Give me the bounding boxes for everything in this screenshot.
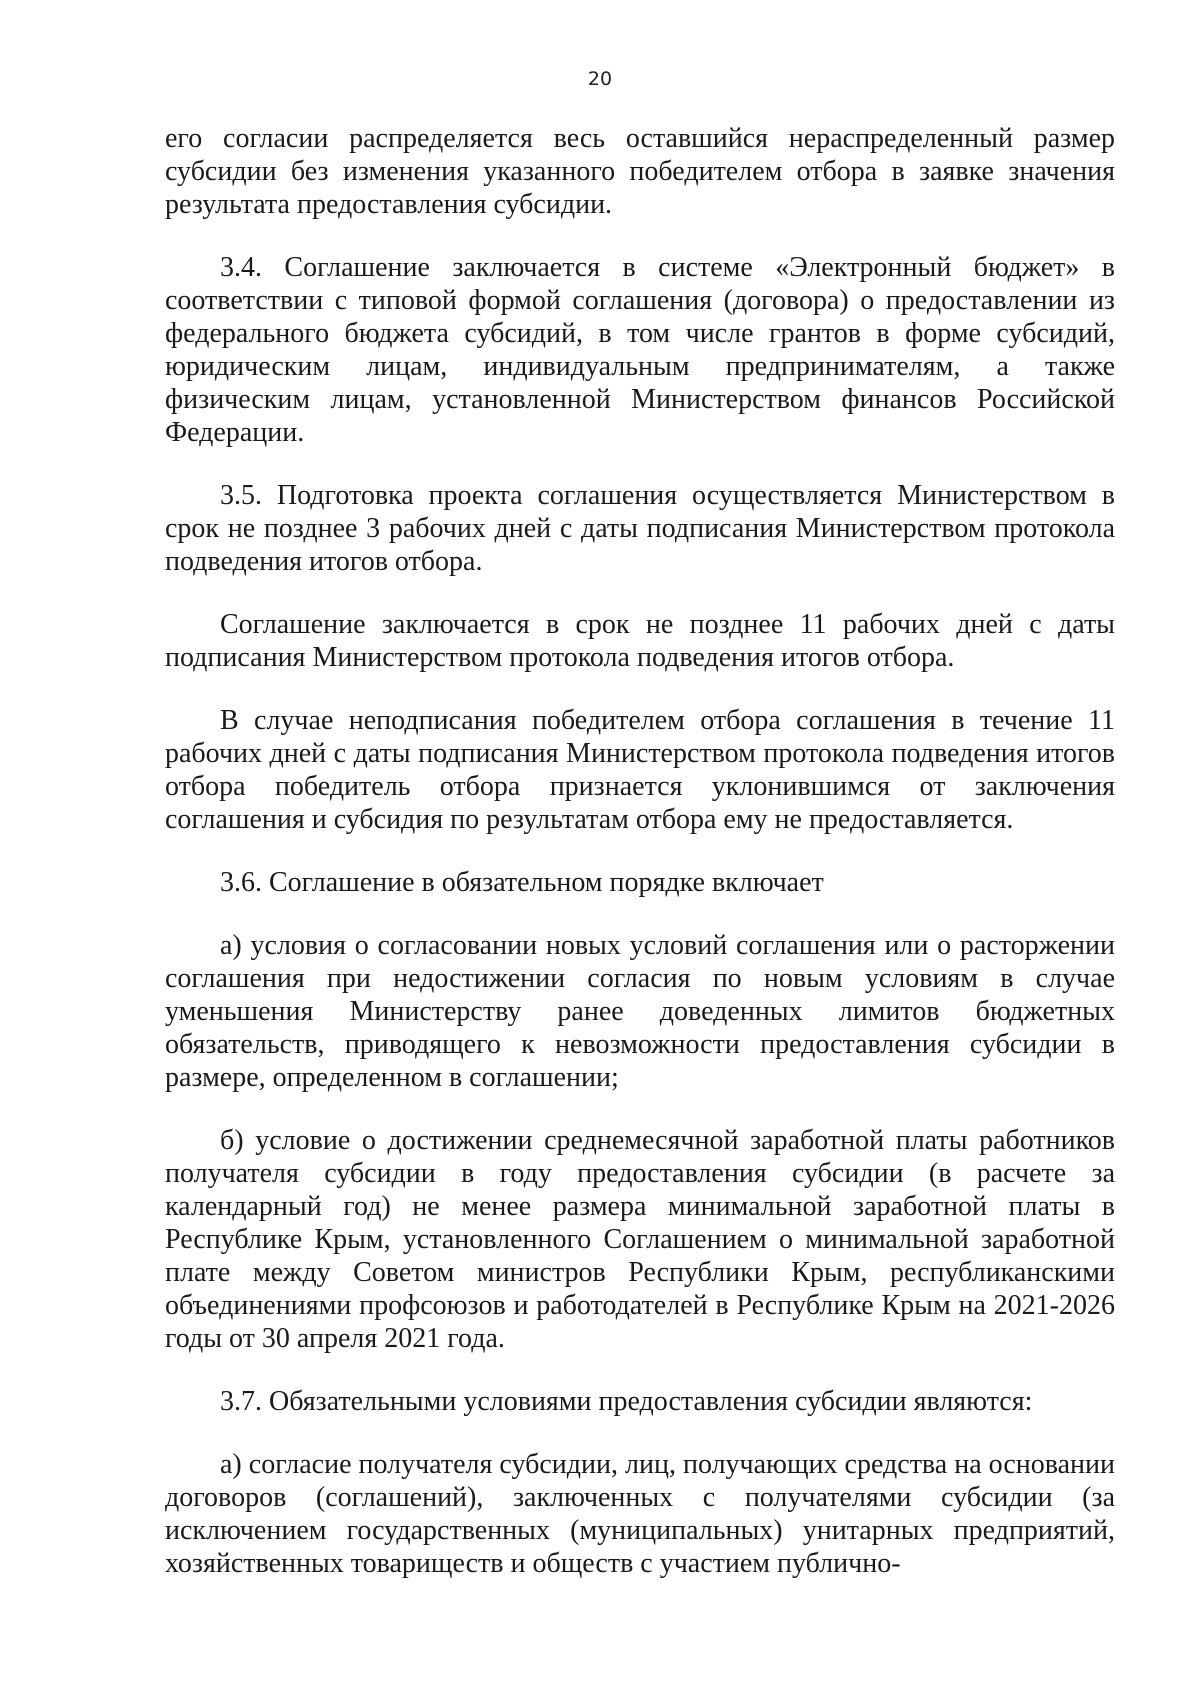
paragraph-agreement-term: Соглашение заключается в срок не позднее 11 рабочих дней с даты подписания Министерством протокола подведения итогов отбора.: [165, 609, 1115, 673]
paragraph-3-6-a: а) условия о согласовании новых условий соглашения или о расторжении соглашения при недостижении согласия по новым условиям в случае уменьшения Министерству ранее доведенных лимитов бюджетных обязательств, приводящего к невозможности предоставления субсидии в размере, определенном в соглашении;: [165, 930, 1115, 1093]
paragraph-3-7-a: а) согласие получателя субсидии, лиц, получающих средства на основании договоров (соглашений), заключенных с получателями субсидии (за исключением государственных (муниципальных) унитарных предприятий, хозяйственных товариществ и обществ с участием публично-: [165, 1449, 1115, 1579]
paragraph-3-5: 3.5. Подготовка проекта соглашения осуществляется Министерством в срок не позднее 3 рабочих дней с даты подписания Министерством протокола подведения итогов отбора.: [165, 480, 1115, 577]
paragraph-3-4: 3.4. Соглашение заключается в системе «Электронный бюджет» в соответствии с типовой формой соглашения (договора) о предоставлении из федерального бюджета субсидий, в том числе грантов в форме субсидий, юридическим лицам, индивидуальным предпринимателям, а также физическим лицам, установленной Министерством финансов Российской Федерации.: [165, 252, 1115, 448]
document-body: [165, 122, 1115, 1580]
paragraph-3-7: 3.7. Обязательными условиями предоставления субсидии являются:: [220, 1386, 1033, 1417]
page-number: 20: [587, 68, 613, 90]
paragraph-non-signing: В случае неподписания победителем отбора соглашения в течение 11 рабочих дней с даты подписания Министерством протокола подведения итогов отбора победитель отбора признается уклонившимся от заключения соглашения и субсидия по результатам отбора ему не предоставляется.: [165, 705, 1115, 835]
paragraph-continuation: его согласии распределяется весь оставшийся нераспределенный размер субсидии без изменения указанного победителем отбора в заявке значения результата предоставления субсидии.: [165, 123, 1115, 220]
paragraph-3-6-b: б) условие о достижении среднемесячной заработной платы работников получателя субсидии в году предоставления субсидии (в расчете за календарный год) не менее размера минимальной заработной платы в Республике Крым, установленного Соглашением о минимальной заработной плате между Советом министров Республики Крым, республиканскими объединениями профсоюзов и работодателей в Республике Крым на 2021-2026 годы от 30 апреля 2021 года.: [165, 1125, 1115, 1354]
paragraph-3-6: 3.6. Соглашение в обязательном порядке включает: [220, 867, 824, 898]
